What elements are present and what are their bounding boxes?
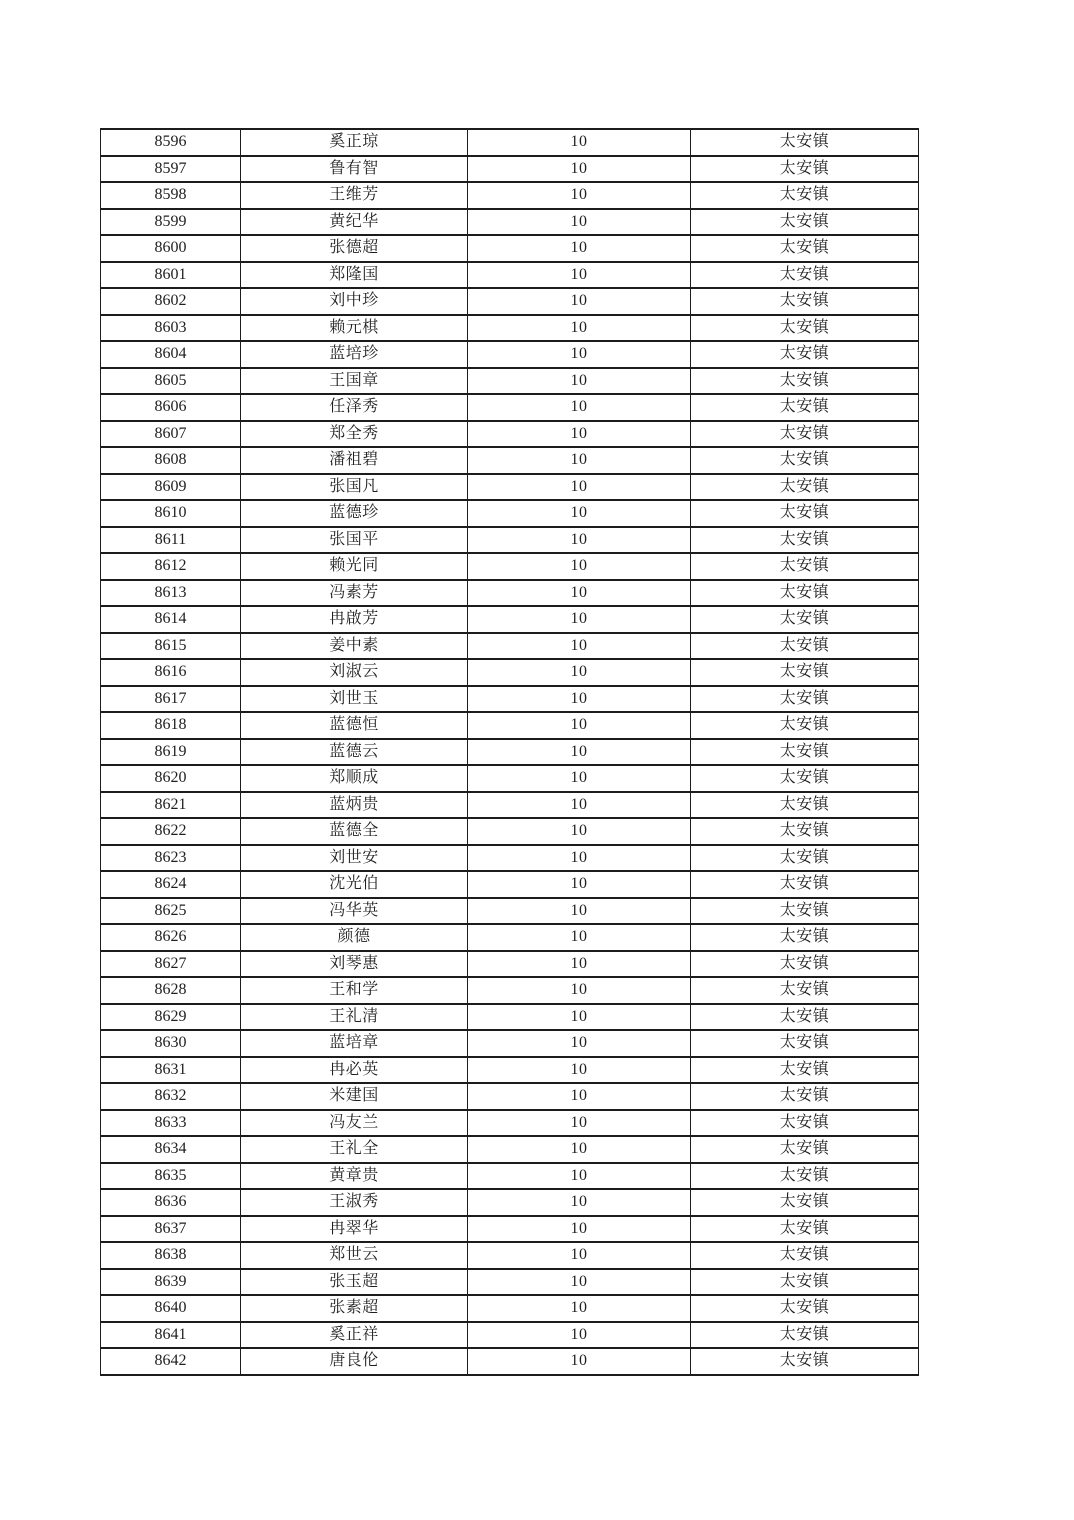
- serial-cell: 8613: [101, 580, 241, 607]
- town-cell: 太安镇: [691, 368, 919, 395]
- name-cell: 刘中珍: [241, 288, 468, 315]
- serial-cell: 8602: [101, 288, 241, 315]
- table-row: [101, 871, 919, 898]
- name-cell: 张德超: [241, 235, 468, 262]
- name-cell: 鲁有智: [241, 156, 468, 183]
- town-cell: 太安镇: [691, 1004, 919, 1031]
- value-cell: 10: [468, 1295, 691, 1322]
- table-row: [101, 1030, 919, 1057]
- town-cell: 太安镇: [691, 1057, 919, 1084]
- name-cell: 奚正琼: [241, 129, 468, 156]
- serial-cell: 8606: [101, 394, 241, 421]
- value-cell: 10: [468, 633, 691, 660]
- table-row: [101, 1348, 919, 1375]
- town-cell: 太安镇: [691, 686, 919, 713]
- value-cell: 10: [468, 527, 691, 554]
- value-cell: 10: [468, 977, 691, 1004]
- town-cell: 太安镇: [691, 1083, 919, 1110]
- town-cell: 太安镇: [691, 871, 919, 898]
- roster-table: [100, 128, 919, 1376]
- serial-cell: 8625: [101, 898, 241, 925]
- table-row: [101, 1163, 919, 1190]
- table-row: [101, 209, 919, 236]
- name-cell: 任泽秀: [241, 394, 468, 421]
- serial-cell: 8617: [101, 686, 241, 713]
- name-cell: 刘淑云: [241, 659, 468, 686]
- serial-cell: 8611: [101, 527, 241, 554]
- serial-cell: 8610: [101, 500, 241, 527]
- value-cell: 10: [468, 765, 691, 792]
- serial-cell: 8601: [101, 262, 241, 289]
- town-cell: 太安镇: [691, 182, 919, 209]
- serial-cell: 8631: [101, 1057, 241, 1084]
- table-row: [101, 262, 919, 289]
- table-row: [101, 527, 919, 554]
- town-cell: 太安镇: [691, 474, 919, 501]
- table-row: [101, 1216, 919, 1243]
- table-row: [101, 977, 919, 1004]
- town-cell: 太安镇: [691, 394, 919, 421]
- name-cell: 蓝德全: [241, 818, 468, 845]
- name-cell: 颜德: [241, 924, 468, 951]
- name-cell: 郑隆国: [241, 262, 468, 289]
- table-row: [101, 447, 919, 474]
- value-cell: 10: [468, 1322, 691, 1349]
- serial-cell: 8632: [101, 1083, 241, 1110]
- name-cell: 冉必英: [241, 1057, 468, 1084]
- town-cell: 太安镇: [691, 1216, 919, 1243]
- town-cell: 太安镇: [691, 341, 919, 368]
- serial-cell: 8623: [101, 845, 241, 872]
- serial-cell: 8615: [101, 633, 241, 660]
- table-row: [101, 500, 919, 527]
- value-cell: 10: [468, 1216, 691, 1243]
- town-cell: 太安镇: [691, 898, 919, 925]
- serial-cell: 8596: [101, 129, 241, 156]
- table-row: [101, 659, 919, 686]
- town-cell: 太安镇: [691, 209, 919, 236]
- town-cell: 太安镇: [691, 712, 919, 739]
- value-cell: 10: [468, 845, 691, 872]
- serial-cell: 8608: [101, 447, 241, 474]
- town-cell: 太安镇: [691, 1295, 919, 1322]
- serial-cell: 8609: [101, 474, 241, 501]
- name-cell: 潘祖碧: [241, 447, 468, 474]
- value-cell: 10: [468, 686, 691, 713]
- table-row: [101, 368, 919, 395]
- town-cell: 太安镇: [691, 924, 919, 951]
- value-cell: 10: [468, 739, 691, 766]
- value-cell: 10: [468, 368, 691, 395]
- table-row: [101, 633, 919, 660]
- town-cell: 太安镇: [691, 156, 919, 183]
- town-cell: 太安镇: [691, 580, 919, 607]
- serial-cell: 8628: [101, 977, 241, 1004]
- value-cell: 10: [468, 1163, 691, 1190]
- town-cell: 太安镇: [691, 129, 919, 156]
- name-cell: 刘琴惠: [241, 951, 468, 978]
- serial-cell: 8639: [101, 1269, 241, 1296]
- name-cell: 沈光伯: [241, 871, 468, 898]
- value-cell: 10: [468, 871, 691, 898]
- name-cell: 赖元棋: [241, 315, 468, 342]
- table-row: [101, 1004, 919, 1031]
- town-cell: 太安镇: [691, 951, 919, 978]
- value-cell: 10: [468, 235, 691, 262]
- table-row: [101, 1083, 919, 1110]
- value-cell: 10: [468, 474, 691, 501]
- value-cell: 10: [468, 394, 691, 421]
- table-row: [101, 1110, 919, 1137]
- town-cell: 太安镇: [691, 235, 919, 262]
- serial-cell: 8600: [101, 235, 241, 262]
- serial-cell: 8642: [101, 1348, 241, 1375]
- value-cell: 10: [468, 209, 691, 236]
- serial-cell: 8619: [101, 739, 241, 766]
- name-cell: 冉翠华: [241, 1216, 468, 1243]
- serial-cell: 8622: [101, 818, 241, 845]
- value-cell: 10: [468, 262, 691, 289]
- town-cell: 太安镇: [691, 1322, 919, 1349]
- town-cell: 太安镇: [691, 765, 919, 792]
- value-cell: 10: [468, 580, 691, 607]
- value-cell: 10: [468, 924, 691, 951]
- serial-cell: 8620: [101, 765, 241, 792]
- name-cell: 王淑秀: [241, 1189, 468, 1216]
- serial-cell: 8603: [101, 315, 241, 342]
- town-cell: 太安镇: [691, 606, 919, 633]
- table-row: [101, 1057, 919, 1084]
- town-cell: 太安镇: [691, 421, 919, 448]
- name-cell: 郑世云: [241, 1242, 468, 1269]
- name-cell: 张国平: [241, 527, 468, 554]
- town-cell: 太安镇: [691, 977, 919, 1004]
- name-cell: 刘世安: [241, 845, 468, 872]
- table-row: [101, 845, 919, 872]
- town-cell: 太安镇: [691, 1030, 919, 1057]
- name-cell: 蓝德恒: [241, 712, 468, 739]
- value-cell: 10: [468, 1004, 691, 1031]
- table-row: [101, 898, 919, 925]
- town-cell: 太安镇: [691, 527, 919, 554]
- town-cell: 太安镇: [691, 1348, 919, 1375]
- serial-cell: 8614: [101, 606, 241, 633]
- table-row: [101, 235, 919, 262]
- table-row: [101, 553, 919, 580]
- name-cell: 奚正祥: [241, 1322, 468, 1349]
- serial-cell: 8626: [101, 924, 241, 951]
- name-cell: 蓝德珍: [241, 500, 468, 527]
- value-cell: 10: [468, 1030, 691, 1057]
- table-row: [101, 1136, 919, 1163]
- value-cell: 10: [468, 1136, 691, 1163]
- value-cell: 10: [468, 182, 691, 209]
- name-cell: 张素超: [241, 1295, 468, 1322]
- serial-cell: 8616: [101, 659, 241, 686]
- table-row: [101, 1269, 919, 1296]
- table-row: [101, 712, 919, 739]
- value-cell: 10: [468, 447, 691, 474]
- name-cell: 郑顺成: [241, 765, 468, 792]
- value-cell: 10: [468, 951, 691, 978]
- name-cell: 王礼全: [241, 1136, 468, 1163]
- value-cell: 10: [468, 1269, 691, 1296]
- serial-cell: 8599: [101, 209, 241, 236]
- serial-cell: 8630: [101, 1030, 241, 1057]
- name-cell: 刘世玉: [241, 686, 468, 713]
- value-cell: 10: [468, 1083, 691, 1110]
- serial-cell: 8597: [101, 156, 241, 183]
- town-cell: 太安镇: [691, 792, 919, 819]
- town-cell: 太安镇: [691, 1163, 919, 1190]
- serial-cell: 8637: [101, 1216, 241, 1243]
- value-cell: 10: [468, 1110, 691, 1137]
- table-row: [101, 580, 919, 607]
- name-cell: 姜中素: [241, 633, 468, 660]
- serial-cell: 8635: [101, 1163, 241, 1190]
- table-row: [101, 421, 919, 448]
- value-cell: 10: [468, 553, 691, 580]
- name-cell: 张玉超: [241, 1269, 468, 1296]
- name-cell: 米建国: [241, 1083, 468, 1110]
- town-cell: 太安镇: [691, 553, 919, 580]
- value-cell: 10: [468, 156, 691, 183]
- value-cell: 10: [468, 1189, 691, 1216]
- table-body: [101, 129, 919, 1375]
- serial-cell: 8633: [101, 1110, 241, 1137]
- table-row: [101, 686, 919, 713]
- name-cell: 黄纪华: [241, 209, 468, 236]
- value-cell: 10: [468, 1057, 691, 1084]
- value-cell: 10: [468, 341, 691, 368]
- serial-cell: 8640: [101, 1295, 241, 1322]
- name-cell: 冯素芳: [241, 580, 468, 607]
- town-cell: 太安镇: [691, 1136, 919, 1163]
- name-cell: 唐良伦: [241, 1348, 468, 1375]
- serial-cell: 8638: [101, 1242, 241, 1269]
- value-cell: 10: [468, 818, 691, 845]
- name-cell: 蓝培珍: [241, 341, 468, 368]
- town-cell: 太安镇: [691, 500, 919, 527]
- table-row: [101, 182, 919, 209]
- table-row: [101, 394, 919, 421]
- table-row: [101, 765, 919, 792]
- table-row: [101, 951, 919, 978]
- value-cell: 10: [468, 315, 691, 342]
- table-row: [101, 606, 919, 633]
- table-row: [101, 315, 919, 342]
- serial-cell: 8618: [101, 712, 241, 739]
- serial-cell: 8629: [101, 1004, 241, 1031]
- value-cell: 10: [468, 1348, 691, 1375]
- name-cell: 黄章贵: [241, 1163, 468, 1190]
- name-cell: 蓝炳贵: [241, 792, 468, 819]
- name-cell: 赖光同: [241, 553, 468, 580]
- town-cell: 太安镇: [691, 845, 919, 872]
- serial-cell: 8621: [101, 792, 241, 819]
- name-cell: 蓝培章: [241, 1030, 468, 1057]
- town-cell: 太安镇: [691, 1269, 919, 1296]
- table-row: [101, 1242, 919, 1269]
- table-row: [101, 1295, 919, 1322]
- value-cell: 10: [468, 898, 691, 925]
- value-cell: 10: [468, 421, 691, 448]
- town-cell: 太安镇: [691, 1242, 919, 1269]
- table-row: [101, 341, 919, 368]
- serial-cell: 8634: [101, 1136, 241, 1163]
- name-cell: 蓝德云: [241, 739, 468, 766]
- name-cell: 王礼清: [241, 1004, 468, 1031]
- town-cell: 太安镇: [691, 1110, 919, 1137]
- serial-cell: 8641: [101, 1322, 241, 1349]
- serial-cell: 8605: [101, 368, 241, 395]
- table-row: [101, 739, 919, 766]
- table-row: [101, 288, 919, 315]
- table-row: [101, 129, 919, 156]
- town-cell: 太安镇: [691, 262, 919, 289]
- serial-cell: 8624: [101, 871, 241, 898]
- town-cell: 太安镇: [691, 818, 919, 845]
- town-cell: 太安镇: [691, 1189, 919, 1216]
- value-cell: 10: [468, 500, 691, 527]
- town-cell: 太安镇: [691, 633, 919, 660]
- serial-cell: 8612: [101, 553, 241, 580]
- serial-cell: 8598: [101, 182, 241, 209]
- table-row: [101, 1189, 919, 1216]
- serial-cell: 8607: [101, 421, 241, 448]
- table-row: [101, 1322, 919, 1349]
- table-row: [101, 156, 919, 183]
- table-row: [101, 924, 919, 951]
- value-cell: 10: [468, 659, 691, 686]
- name-cell: 王国章: [241, 368, 468, 395]
- value-cell: 10: [468, 1242, 691, 1269]
- name-cell: 郑全秀: [241, 421, 468, 448]
- value-cell: 10: [468, 129, 691, 156]
- value-cell: 10: [468, 712, 691, 739]
- name-cell: 冯友兰: [241, 1110, 468, 1137]
- name-cell: 王维芳: [241, 182, 468, 209]
- value-cell: 10: [468, 606, 691, 633]
- value-cell: 10: [468, 288, 691, 315]
- name-cell: 冯华英: [241, 898, 468, 925]
- name-cell: 王和学: [241, 977, 468, 1004]
- town-cell: 太安镇: [691, 447, 919, 474]
- name-cell: 冉啟芳: [241, 606, 468, 633]
- town-cell: 太安镇: [691, 659, 919, 686]
- town-cell: 太安镇: [691, 315, 919, 342]
- table-row: [101, 474, 919, 501]
- name-cell: 张国凡: [241, 474, 468, 501]
- serial-cell: 8627: [101, 951, 241, 978]
- serial-cell: 8604: [101, 341, 241, 368]
- town-cell: 太安镇: [691, 288, 919, 315]
- value-cell: 10: [468, 792, 691, 819]
- table-row: [101, 818, 919, 845]
- town-cell: 太安镇: [691, 739, 919, 766]
- serial-cell: 8636: [101, 1189, 241, 1216]
- table-row: [101, 792, 919, 819]
